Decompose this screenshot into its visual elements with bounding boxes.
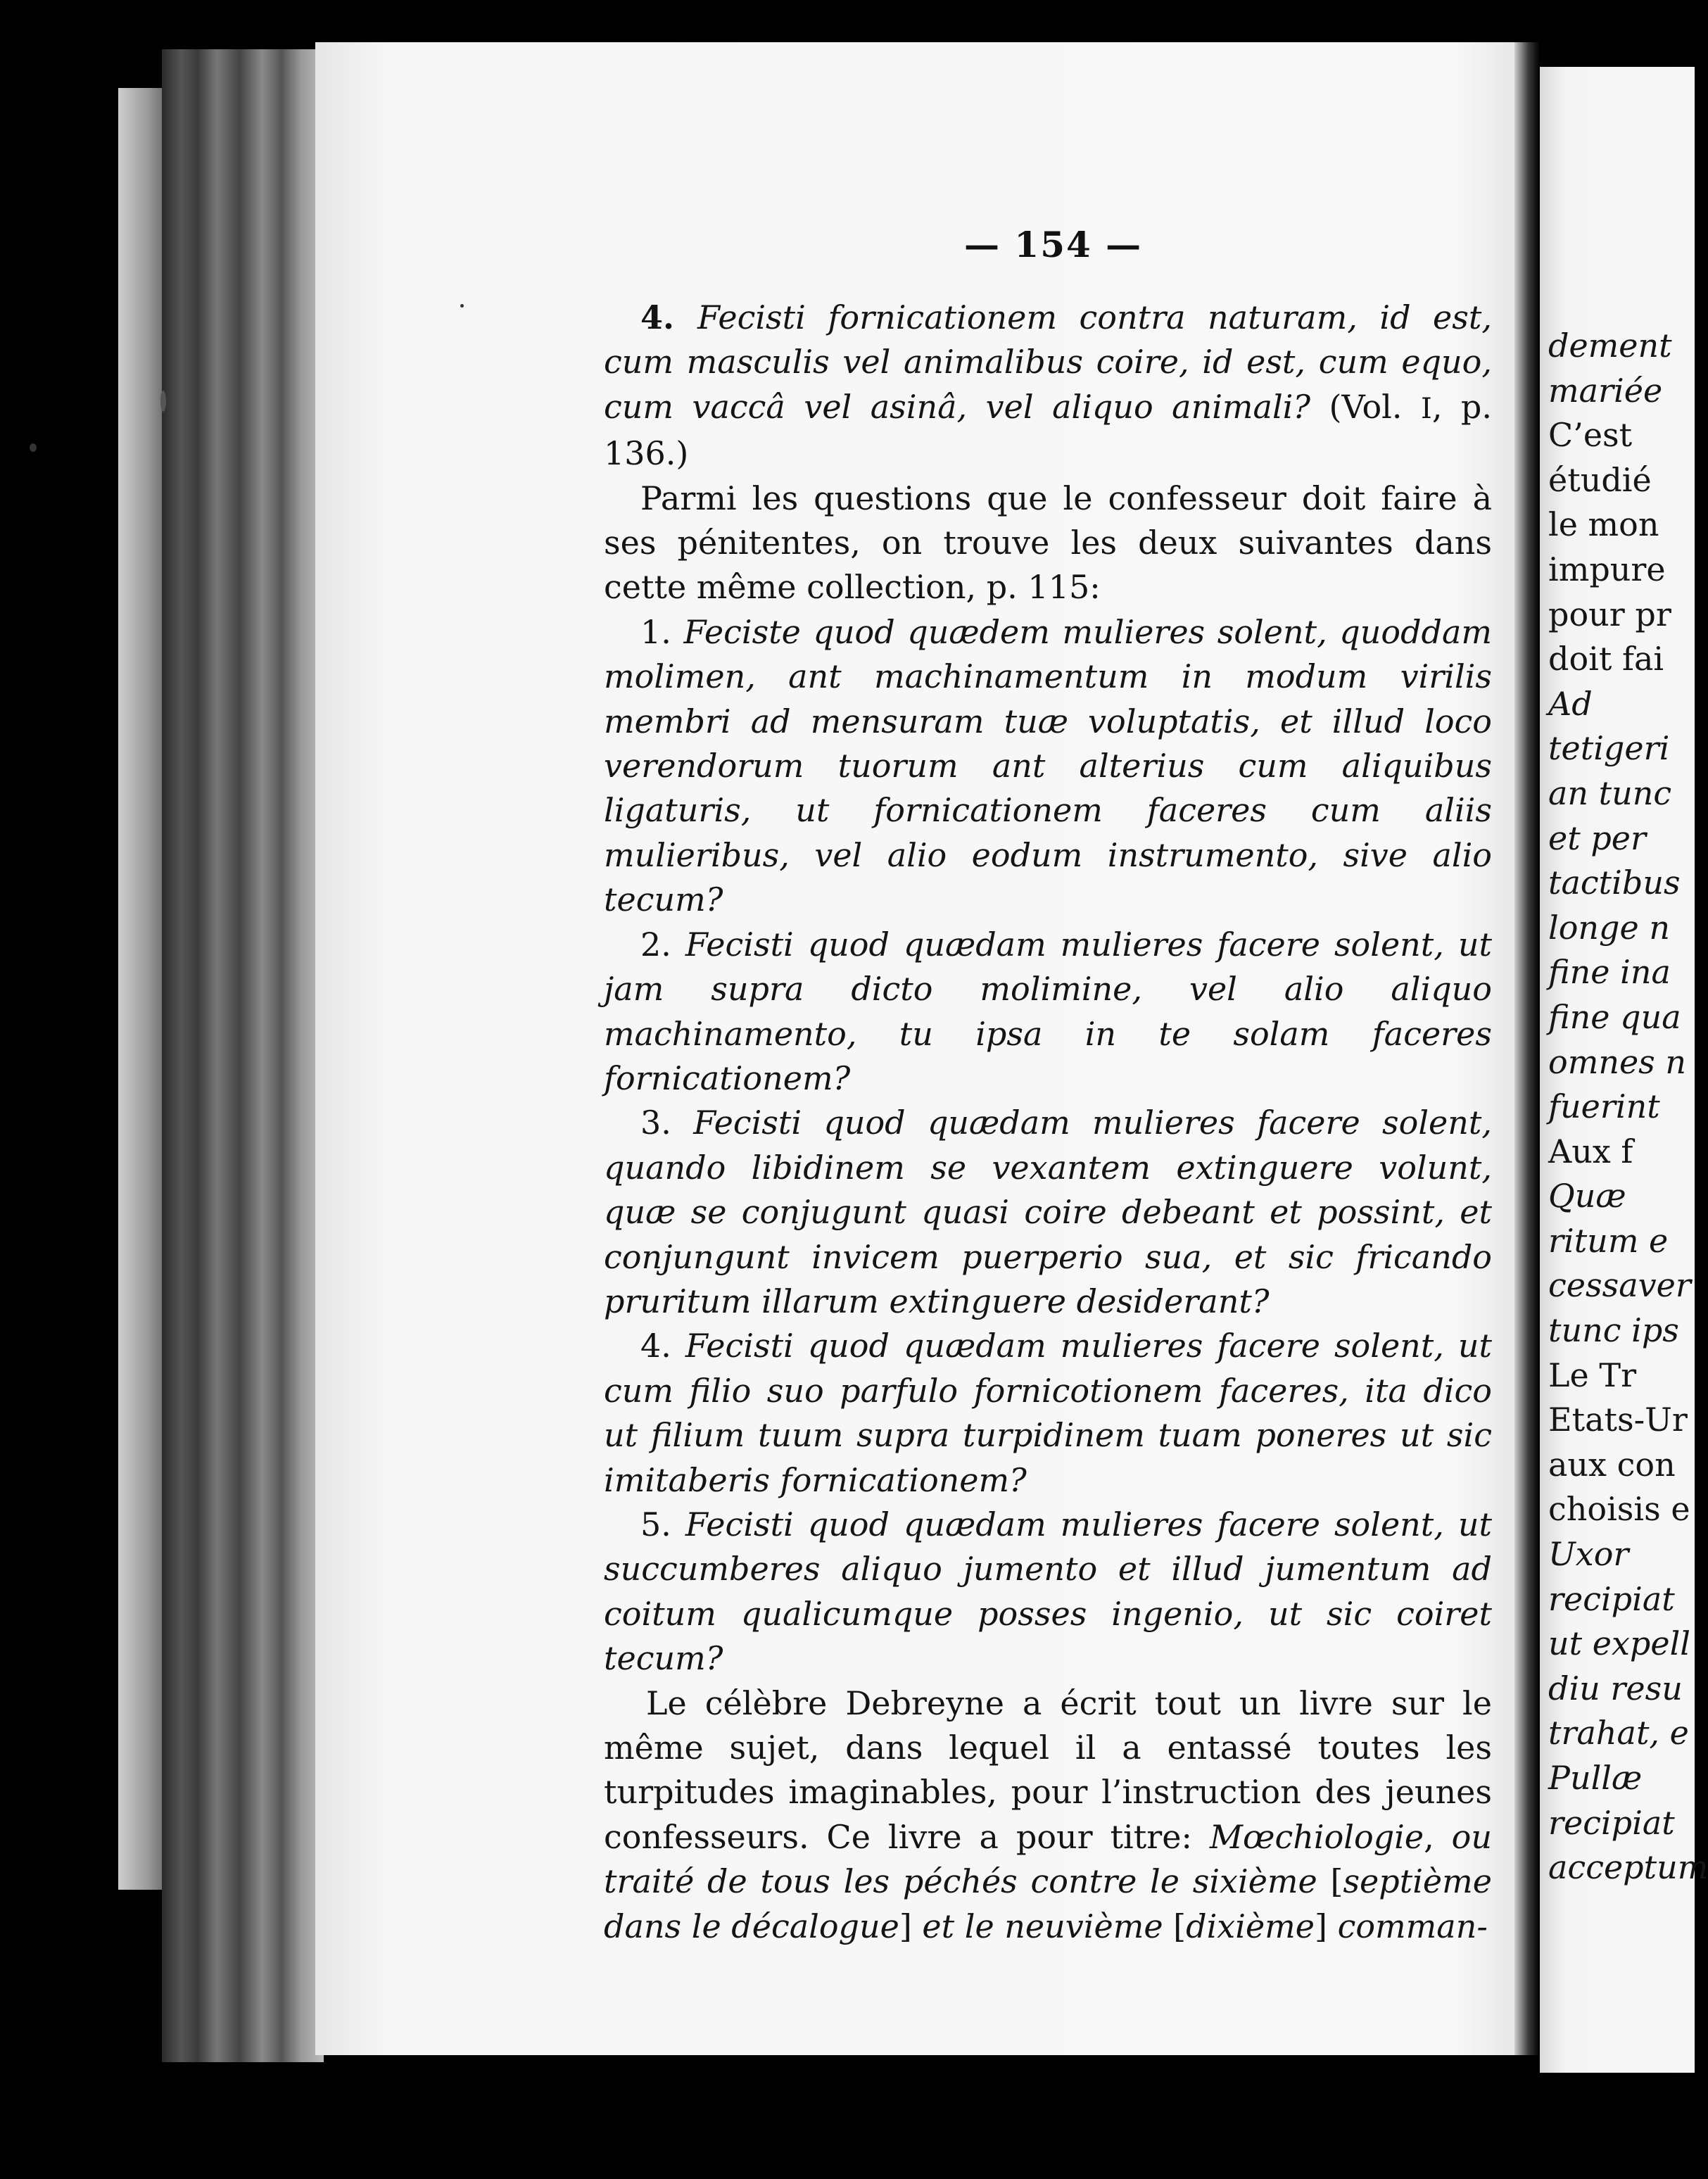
body-paragraph xyxy=(604,1503,1492,1681)
facing-page-line: Quæ xyxy=(1548,1177,1626,1215)
facing-page-line: Aux f xyxy=(1548,1132,1633,1170)
text-run: ou traité de tous les péchés contre le sixième xyxy=(604,1817,1492,1901)
facing-page-line: fuerint xyxy=(1548,1087,1660,1126)
text-run: 5. xyxy=(640,1505,685,1543)
facing-page-line: Uxor xyxy=(1548,1535,1629,1574)
text-run: (Vol. xyxy=(1310,387,1422,426)
facing-page-line: recipiat xyxy=(1548,1803,1675,1842)
facing-page-line: dement xyxy=(1548,327,1672,365)
text-run: Fecisti quod quædam mulieres facere solent, ut jam supra dicto molimine, vel alio aliquo machinamento, tu ipsa in te solam faceres fornicationem? xyxy=(604,925,1492,1097)
text-run: , xyxy=(1424,1817,1452,1856)
facing-page-line: pour pr xyxy=(1548,595,1671,633)
dust-speck xyxy=(460,304,464,308)
text-run: 4. xyxy=(640,1327,685,1365)
text-run: , p. 136.) xyxy=(604,387,1493,473)
facing-page-line: ut expell xyxy=(1548,1624,1690,1663)
facing-page-line: fine ina xyxy=(1548,953,1671,992)
text-run: ] xyxy=(1315,1907,1338,1945)
dust-speck xyxy=(160,391,166,412)
facing-page-line: choisis e xyxy=(1548,1490,1690,1529)
facing-page-line: Le Tr xyxy=(1548,1356,1637,1394)
text-run: Parmi les questions que le confesseur doit faire à ses pénitentes, on trouve les deux suivantes dans cette même collection, p. 115: xyxy=(604,479,1492,607)
facing-page-line: Ad xyxy=(1548,684,1593,723)
text-run: 1. xyxy=(640,612,684,651)
body-paragraph xyxy=(604,1681,1492,1949)
page-stack-shadow xyxy=(118,88,167,1890)
facing-page-line: mariée xyxy=(1548,371,1663,410)
facing-page-line: impure xyxy=(1548,550,1666,588)
body-paragraph xyxy=(604,1324,1492,1503)
body-paragraph xyxy=(604,610,1492,923)
facing-page-line: ritum e xyxy=(1548,1221,1669,1260)
facing-page-line: doit fai xyxy=(1548,640,1664,678)
facing-page-line: Pullæ xyxy=(1548,1759,1643,1797)
text-run: Le célèbre Debreyne a écrit tout un livre sur le même sujet, dans lequel il a entassé toutes les turpitudes imaginables, pour l’instruction des jeunes confesseurs. Ce livre a pour titre: xyxy=(604,1684,1492,1856)
text-run: Fecisti quod quædam mulieres facere solent, quando libidinem se vexantem extinguere volunt, quæ se conjugunt quasi coire debeant et possint, et conjungunt invicem puerperio sua, et sic fricando pruritum illarum extinguere desiderant? xyxy=(604,1104,1492,1320)
facing-page-line: et per xyxy=(1548,819,1646,857)
facing-page-line: tetigeri xyxy=(1548,729,1670,768)
facing-page-text xyxy=(1548,324,1708,1890)
body-paragraph xyxy=(604,296,1492,476)
text-run: 4. xyxy=(640,298,697,336)
text-run: [ xyxy=(1163,1907,1187,1945)
facing-page-line: tactibus xyxy=(1548,864,1681,902)
text-run: 2. xyxy=(640,925,685,964)
text-run: Feciste quod quædem mulieres solent, quoddam molimen, ant machinamentum in modum virilis membri ad mensuram tuæ voluptatis, et illud loco verendorum tuorum ant alterius cum aliquibus ligaturis, ut fornicationem faceres cum aliis mulieribus, vel alio eodum instrumento, sive alio tecum? xyxy=(604,612,1493,919)
text-run: septième dans le décalogue xyxy=(604,1862,1492,1945)
text-run: ] xyxy=(899,1907,923,1945)
text-run: I xyxy=(1421,392,1432,425)
facing-page-line: cessaver xyxy=(1548,1266,1691,1305)
text-run: Fecisti quod quædam mulieres facere solent, ut cum filio suo parfulo fornicotionem faceres, ita dico ut filium tuum supra turpidinem tuam poneres ut sic imitaberis fornicationem? xyxy=(604,1327,1492,1499)
book-fore-edge xyxy=(162,49,324,2062)
book-gutter xyxy=(1514,42,1540,2055)
facing-page-line: fine qua xyxy=(1548,997,1681,1036)
text-run: Mœchiologie xyxy=(1209,1817,1424,1856)
facing-page-line: an tunc xyxy=(1548,773,1672,812)
dust-speck xyxy=(30,443,37,452)
facing-page-line: diu resu xyxy=(1548,1669,1683,1707)
text-run: dixième xyxy=(1186,1907,1315,1945)
page-number: — 154 — xyxy=(964,224,1143,265)
text-run: Fecisti fornicationem contra naturam, id est, cum masculis vel animalibus coire, id est, cum equo, cum vaccâ vel asinâ, vel aliquo animali? xyxy=(604,298,1492,426)
body-paragraph xyxy=(604,1101,1492,1324)
facing-page-line: trahat, e xyxy=(1548,1714,1689,1752)
facing-page-line: Etats-Ur xyxy=(1548,1401,1688,1439)
facing-page-line: longe n xyxy=(1548,908,1670,947)
facing-page-line: étudié xyxy=(1548,460,1652,499)
facing-page-line: tunc ips xyxy=(1548,1311,1679,1350)
facing-page-line: omnes n xyxy=(1548,1042,1687,1081)
text-run: 3. xyxy=(640,1104,694,1142)
facing-page-line: aux con xyxy=(1548,1445,1676,1484)
facing-page-line: recipiat xyxy=(1548,1579,1675,1618)
page-body-text xyxy=(604,296,1492,1949)
text-run: Fecisti quod quædam mulieres facere solent, ut succumberes aliquo jumento et illud jumentum ad coitum qualicumque posses ingenio, ut sic coiret tecum? xyxy=(604,1505,1492,1678)
text-run: [ xyxy=(1317,1862,1343,1901)
body-paragraph xyxy=(604,476,1492,610)
text-run: et le neuvième xyxy=(922,1907,1163,1945)
body-paragraph xyxy=(604,923,1492,1101)
text-run: comman- xyxy=(1337,1907,1488,1945)
facing-page-line: le mon xyxy=(1548,505,1659,544)
facing-page-line: C’est xyxy=(1548,416,1633,455)
facing-page-line: acceptum xyxy=(1548,1848,1708,1887)
